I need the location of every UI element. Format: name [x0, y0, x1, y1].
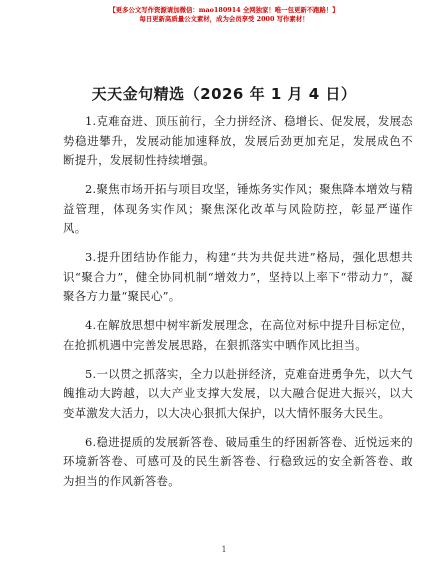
paragraph-5: 5.一以贯之抓落实，全力以赴拼经济，克难奋进勇争先，以大气魄推动大跨越，以大产业支撑大发展，以大融合促进大振兴，以大变革激发大活力，以大决心狠抓大保护，以大情怀服务大民生。	[63, 366, 413, 420]
paragraph-4: 4.在解放思想中树牢新发展理念，在高位对标中提升目标定位，在抢抓机遇中完善发展思路，在狠抓落实中晒作风比担当。	[63, 318, 413, 352]
document-title: 天天金句精选（2026 年 1 月 4 日）	[91, 85, 357, 103]
paragraph-2: 2.聚焦市场开拓与项目攻坚，锤炼务实作风；聚焦降本增效与精益管理，体现务实作风；聚焦深化改革与风险防控，彰显严谨作风。	[63, 182, 413, 235]
paragraph-1: 1.克难奋进、顶压前行，全力拼经济、稳增长、促发展，发展态势稳进攀升，发展动能加速释放，发展后劲更加充足，发展成色不断提升，发展韧性持续增强。	[63, 114, 413, 167]
page-number: 1	[221, 545, 227, 554]
banner-promo-line: 【更多公文写作资源请加微信：mao180914 全网独家！唯一包更新不跑路！】	[109, 6, 339, 14]
paragraph-3: 3.提升团结协作能力，构建“共为共促共进”格局，强化思想共识“聚合力”，健全协同机制“增效力”，坚持以上率下“带动力”，凝聚各方力量“聚民心”。	[63, 250, 413, 303]
banner-subtitle-line: 每日更新高质量公文素材，成为会员享受 2000 写作素材！	[139, 15, 309, 23]
paragraph-6: 6.稳进提质的发展新答卷、破局重生的纾困新答卷、近悦远来的环境新答卷、可感可及的民生新答卷、行稳致远的安全新答卷、敢为担当的作风新答卷。	[63, 434, 413, 488]
header-banner	[0, 6, 448, 24]
document-body	[63, 112, 413, 501]
